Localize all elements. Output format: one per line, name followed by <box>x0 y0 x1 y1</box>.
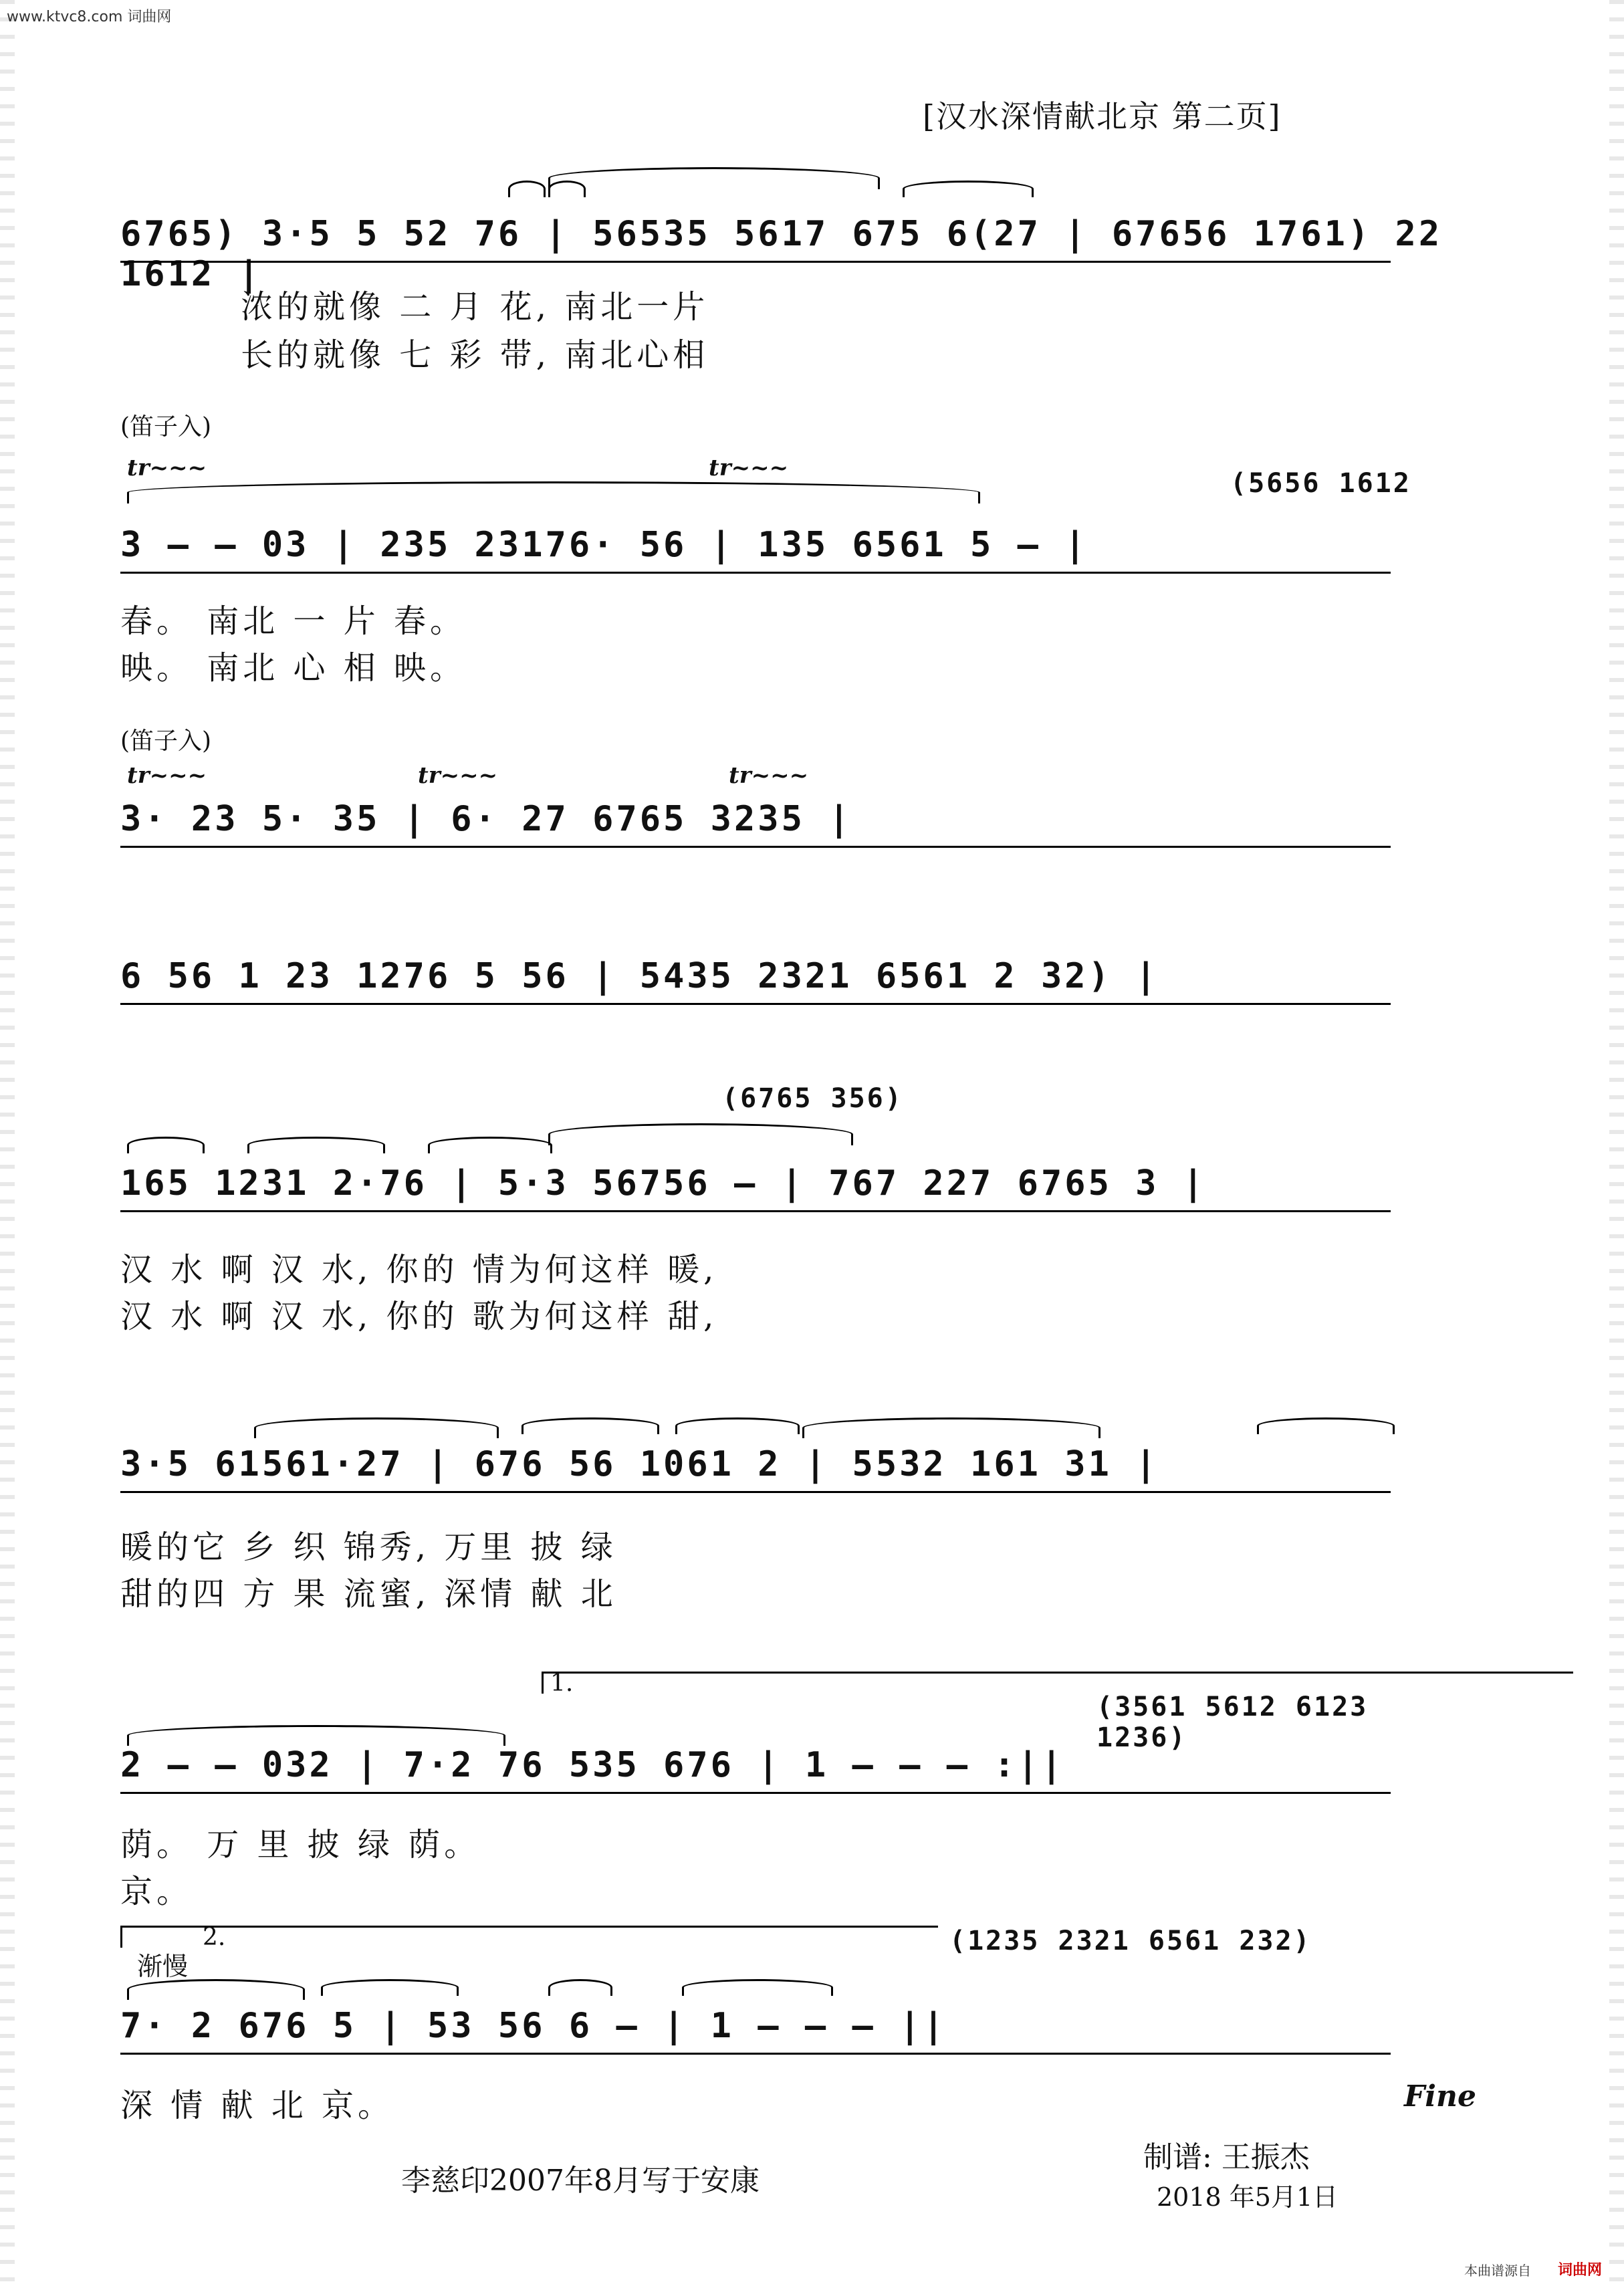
score-system-8 <box>120 1912 1476 2126</box>
notes-line: 3 – – 03 | 235 23176· 56 | 135 6561 5 – | <box>120 525 1088 565</box>
site-tag: www.ktvc8.com 词曲网 <box>7 9 172 25</box>
notes-line: 2 – – 032 | 7·2 76 535 676 | 1 – – – :|| <box>120 1745 1065 1785</box>
lyric-line-1: 暖的它 乡 织 锦秀, 万里 披 绿 <box>120 1528 617 1566</box>
trill-mark: tr~~~ <box>127 762 207 789</box>
beam-underline <box>120 846 1391 848</box>
interlude-notes: (1235 2321 6561 232) <box>949 1926 1312 1956</box>
slur <box>548 1979 612 1996</box>
slur <box>254 1417 499 1438</box>
slur <box>548 1123 853 1145</box>
score-system-3 <box>120 722 1464 869</box>
slur <box>321 1979 459 1996</box>
interlude-notes: (5656 1612 <box>1230 468 1411 499</box>
trill-mark: tr~~~ <box>418 762 498 789</box>
slur <box>1257 1417 1395 1434</box>
second-ending-label: 2. <box>203 1924 226 1951</box>
trill-mark: tr~~~ <box>709 455 789 481</box>
notes-line: 165 1231 2·76 | 5·3 56756 – | 767 227 6765 3 | <box>120 1163 1207 1204</box>
slur <box>548 167 880 189</box>
notes-line: 7· 2 676 5 | 53 56 6 – | 1 – – – || <box>120 2006 947 2046</box>
beam-underline <box>120 2053 1391 2055</box>
slur <box>428 1137 552 1153</box>
instrument-cue: (笛子入) <box>120 413 212 441</box>
lyric-line-2: 甜的四 方 果 流蜜, 深情 献 北 <box>120 1575 617 1613</box>
slur <box>802 1417 1100 1438</box>
slur <box>127 481 980 503</box>
beam-underline <box>120 1210 1391 1212</box>
slur <box>247 1137 385 1153</box>
score-system-4 <box>120 943 1464 1036</box>
beam-underline <box>120 1792 1391 1794</box>
score-system-6 <box>120 1404 1464 1631</box>
source-note: 本曲谱源自 <box>1464 2263 1531 2279</box>
first-ending-label: 1. <box>550 1670 574 1697</box>
instrument-cue: (笛子入) <box>120 727 212 755</box>
lyric-line-1: 深 情 献 北 京。 <box>120 2087 394 2124</box>
lyric-line-1: 春。 南北 一 片 春。 <box>120 602 467 640</box>
notes-line: 6765) 3·5 5 52 76 | 56535 5617 675 6(27 | 67656 1761) 22 1612 | <box>120 214 1443 294</box>
lyric-line-2: 映。 南北 心 相 映。 <box>120 649 467 687</box>
fine-mark: Fine <box>1404 2079 1476 2114</box>
beam-underline <box>120 1491 1391 1493</box>
author-note: 李慈印2007年8月写于安康 <box>401 2164 760 2198</box>
right-margin-strip <box>1609 0 1624 2284</box>
notes-line: 3· 23 5· 35 | 6· 27 6765 3235 | <box>120 799 852 839</box>
arrangement-date: 2018 年5月1日 <box>1157 2182 1339 2212</box>
beam-underline <box>120 1003 1391 1005</box>
beam-underline <box>120 261 1391 263</box>
lyric-line-1: 荫。 万 里 披 绿 荫。 <box>120 1826 481 1863</box>
slur <box>508 181 546 197</box>
left-margin-strip <box>0 0 15 2284</box>
slur <box>903 181 1034 197</box>
arranger-credit: 制谱: 王振杰 <box>1143 2140 1310 2174</box>
score-system-7 <box>120 1672 1464 1912</box>
slur <box>675 1417 800 1434</box>
site-logo: 词曲网 <box>1558 2262 1603 2279</box>
score-system-1 <box>120 181 1464 381</box>
notes-line: 6 56 1 23 1276 5 56 | 5435 2321 6561 2 32) | <box>120 956 1159 996</box>
notes-line: 3·5 61561·27 | 676 56 1061 2 | 5532 161 31 | <box>120 1444 1159 1484</box>
lyric-line-2: 汉 水 啊 汉 水, 你的 歌为何这样 甜, <box>120 1298 718 1335</box>
interlude-notes: (6765 356) <box>722 1083 903 1114</box>
lyric-line-1: 汉 水 啊 汉 水, 你的 情为何这样 暖, <box>120 1251 718 1288</box>
lyric-line-1: 浓的就像 二 月 花, 南北一片 <box>241 288 709 326</box>
slur <box>127 1979 305 2000</box>
slur <box>127 1137 205 1153</box>
score-system-2 <box>120 408 1464 689</box>
slur <box>682 1979 833 1996</box>
first-ending-bracket <box>542 1670 1573 1697</box>
lyric-line-2: 京。 <box>120 1873 193 1910</box>
slur <box>521 1417 659 1434</box>
slur <box>127 1725 505 1746</box>
score-system-5 <box>120 1083 1464 1351</box>
lyric-line-2: 长的就像 七 彩 带, 南北心相 <box>241 336 709 374</box>
tempo-mark: 渐慢 <box>137 1952 189 1981</box>
trill-mark: tr~~~ <box>729 762 809 789</box>
second-ending-bracket <box>120 1924 938 1951</box>
page-header: [汉水深情献北京 第二页] <box>923 98 1282 134</box>
beam-underline <box>120 572 1391 574</box>
trill-mark: tr~~~ <box>127 455 207 481</box>
interlude-notes: (3561 5612 6123 1236) <box>1096 1692 1369 1753</box>
